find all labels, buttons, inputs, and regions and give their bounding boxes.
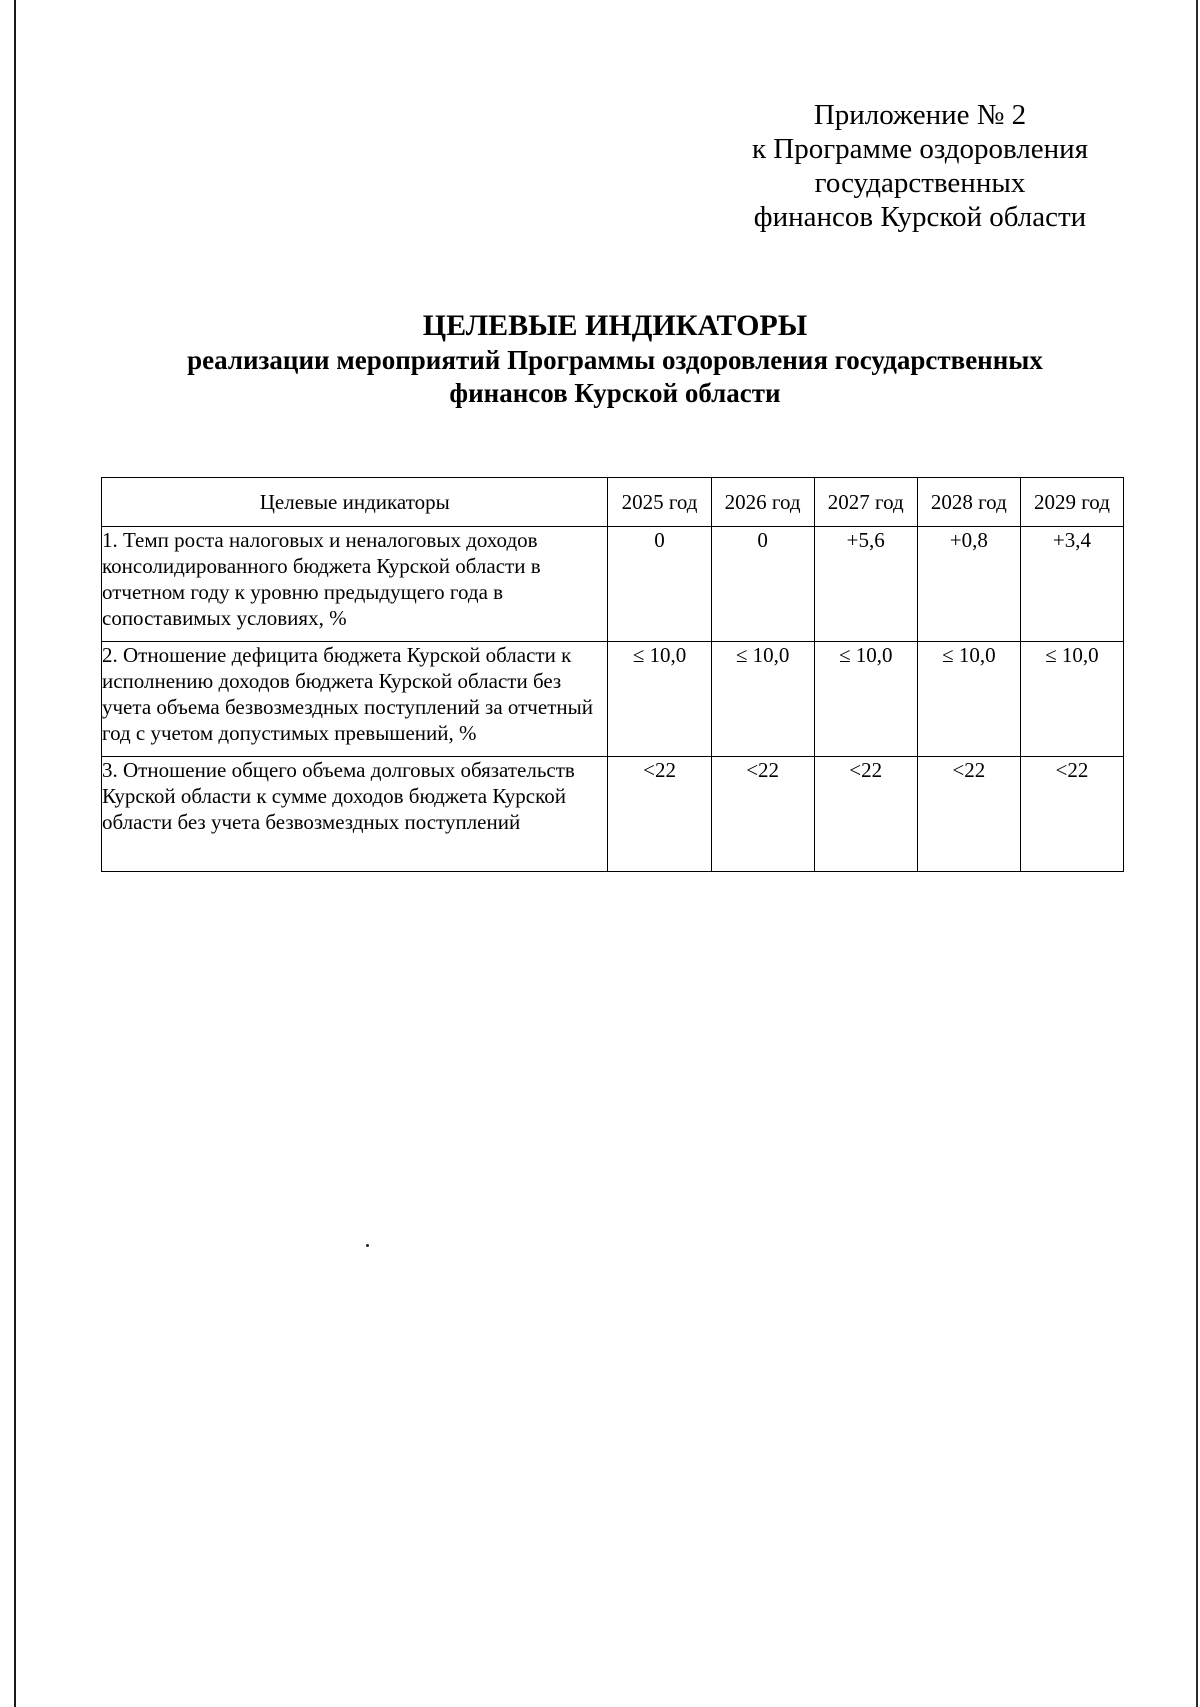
appendix-line-4: финансов Курской области [753,201,1087,233]
indicator-value: +0,8 [917,527,1020,642]
indicator-name: 2. Отношение дефицита бюджета Курской области к исполнению доходов бюджета Курской области без учета объема безвозмездных поступлений за отчетный год с учетом допустимых превышений, % [102,642,608,757]
indicator-value: 0 [608,527,711,642]
indicator-value: ≤ 10,0 [917,642,1020,757]
indicator-value: 0 [711,527,814,642]
appendix-header [730,98,1110,234]
indicator-name: 1. Темп роста налоговых и неналоговых доходов консолидированного бюджета Курской области в отчетном году к уровню предыдущего года в сопоставимых условиях, % [102,527,608,642]
indicator-value: <22 [1020,757,1123,872]
title-sub-line-1: реализации мероприятий Программы оздоровления государственных [187,345,1043,375]
table-row [102,757,1124,872]
document-title [100,308,1130,410]
appendix-line-1: Приложение № 2 [813,99,1027,131]
indicator-name: 3. Отношение общего объема долговых обязательств Курской области к сумме доходов бюджета Курской области без учета безвозмездных поступлений [102,757,608,872]
appendix-line-2: к Программе оздоровления [751,133,1089,165]
indicator-value: <22 [917,757,1020,872]
page-edge-right [1196,0,1198,1707]
table-row [102,642,1124,757]
indicator-value: <22 [814,757,917,872]
indicator-value: +5,6 [814,527,917,642]
indicators-table [101,477,1124,872]
indicator-value: <22 [711,757,814,872]
scan-speck [366,1244,369,1247]
header-2028: 2028 год [917,478,1020,527]
indicator-value: ≤ 10,0 [1020,642,1123,757]
table-header-row [102,478,1124,527]
header-indicators: Целевые индикаторы [102,478,608,527]
title-main: ЦЕЛЕВЫЕ ИНДИКАТОРЫ [422,309,808,342]
header-2029: 2029 год [1020,478,1123,527]
indicator-value: ≤ 10,0 [814,642,917,757]
page-edge-left [14,0,16,1707]
header-2027: 2027 год [814,478,917,527]
header-2025: 2025 год [608,478,711,527]
indicator-value: +3,4 [1020,527,1123,642]
indicator-value: <22 [608,757,711,872]
indicator-value: ≤ 10,0 [711,642,814,757]
appendix-line-3: государственных [814,167,1026,199]
indicator-value: ≤ 10,0 [608,642,711,757]
table-row [102,527,1124,642]
title-sub-line-2: финансов Курской области [449,378,781,408]
header-2026: 2026 год [711,478,814,527]
